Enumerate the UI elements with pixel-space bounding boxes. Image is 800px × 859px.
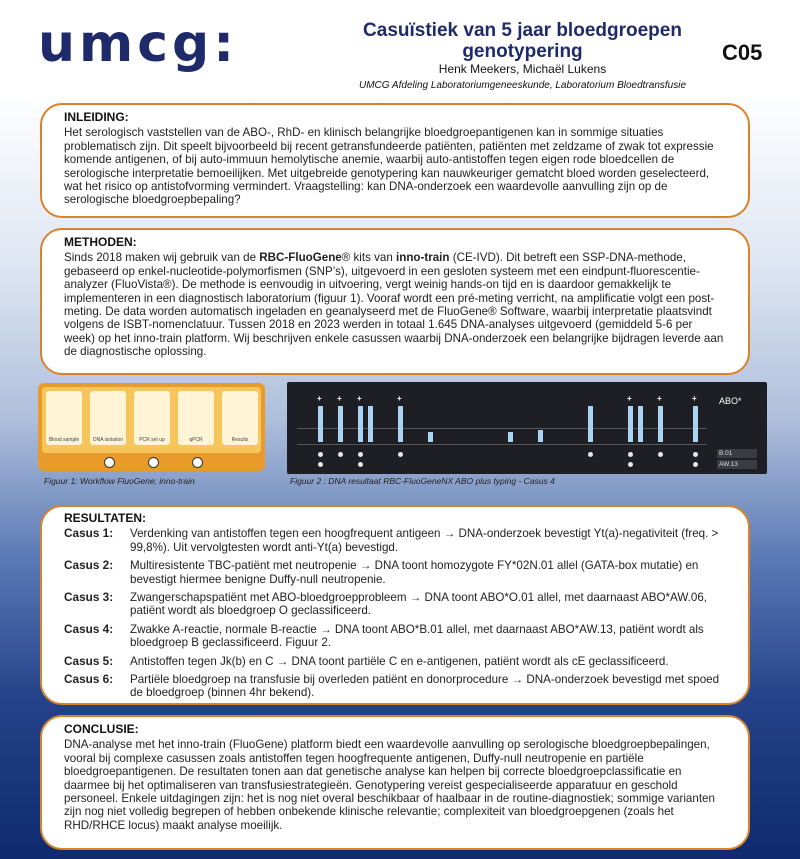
case-item xyxy=(64,559,726,586)
call-dot xyxy=(318,452,323,457)
clock-icon xyxy=(148,457,159,468)
signal-bar xyxy=(658,406,663,442)
call-dot xyxy=(628,462,633,467)
call-dot xyxy=(318,462,323,467)
methods-heading: METHODEN: xyxy=(64,235,137,249)
call-dot xyxy=(358,462,363,467)
plus-icon: + xyxy=(337,394,342,403)
workflow-step xyxy=(178,391,214,445)
plus-icon: + xyxy=(317,394,322,403)
signal-bar xyxy=(588,406,593,442)
signal-bar xyxy=(538,430,543,442)
methods-text-part: (CE-IVD). Dit betreft een SSP-DNA-methode, gebaseerd op enkel-nucleotide-polymorfismen (SNP’s), uitgevoerd in een gesloten systeem met een eindpunt-fluorescentie-analyzer (FluoVista®). De methode is eenvoudig in uitvoering, vergt weinig hands-on tijd en is daardoor gemakkelijk te implementeren in een diagnostisch laboratorium (figuur 1). Vooraf wordt een pré-meting verricht, na amplificatie volgt een post-meting. De data worden automatisch ingeladen en geanalyseerd met de FluoGene® Software, waarbij interpretatie plaatsvindt volgens de ISBT-nomenclatuur. Tussen 2018 en 2023 werden in totaal 1.645 DNA-analyses uitgevoerd (gemiddeld 5-6 per week) op het inno-train platform. Wij beschrijven enkele casussen waarbij DNA-onderzoek een belangrijke bijdragen leverde aan de diagnostische oplossing. xyxy=(64,251,724,359)
workflow-step-label: DNA isolation xyxy=(92,437,123,443)
methods-text-part: ® kits van xyxy=(341,251,397,265)
figure2-caption: Figuur 2 : DNA resultaat RBC-FluoGeneNX ABO plus typing - Casus 4 xyxy=(290,476,555,486)
case-item xyxy=(64,623,726,650)
results-section xyxy=(40,505,750,705)
kit-name: RBC-FluoGene xyxy=(259,251,342,265)
clock-icon xyxy=(192,457,203,468)
case-text: Zwakke A-reactie, normale B-reactie → DNA toont ABO*B.01 allel, met daarnaast ABO*AW.13, patiënt wordt als bloedgroep B geclassificeerd. Figuur 2. xyxy=(130,622,704,650)
workflow-step-label: Results xyxy=(231,437,249,443)
workflow-step-label: qPCR xyxy=(189,437,203,443)
brand-name: inno-train xyxy=(396,251,450,265)
umcg-logo: umcg: xyxy=(38,14,239,74)
plus-icon: + xyxy=(357,394,362,403)
intro-heading: INLEIDING: xyxy=(64,110,129,124)
case-label: Casus 3: xyxy=(64,590,114,605)
methods-section xyxy=(40,228,750,375)
conclusion-section xyxy=(40,715,750,850)
workflow-step-label: PCR set up xyxy=(139,437,165,443)
workflow-step xyxy=(222,391,258,445)
methods-text xyxy=(64,251,726,358)
results-heading: RESULTATEN: xyxy=(64,511,146,525)
call-dot xyxy=(358,452,363,457)
authors: Henk Meekers, Michaël Lukens xyxy=(438,62,607,76)
call-dot xyxy=(658,452,663,457)
poster-header xyxy=(0,0,800,95)
call-dot xyxy=(398,452,403,457)
case-label: Casus 1: xyxy=(64,526,114,541)
signal-bar xyxy=(338,406,343,442)
signal-bar xyxy=(368,406,373,442)
affiliation: UMCG Afdeling Laboratoriumgeneeskunde, Laboratorium Bloedtransfusie xyxy=(358,80,687,91)
signal-bar xyxy=(628,406,633,442)
workflow-step xyxy=(46,391,82,445)
call-dot xyxy=(693,462,698,467)
case-text: Partiële bloedgroep na transfusie bij overleden patiënt en donorprocedure → DNA-onderzoek bevestigd met spoed de bloedgroep (binnen 4hr bekend). xyxy=(130,673,720,700)
conclusion-text: DNA-analyse met het inno-train (FluoGene) platform biedt een waardevolle aanvulling op serologische bloedgroepbepalingen, vooral bij complexe casussen zoals antistoffen tegen hoogfrequente antigenen, Duffy-null neutropenie en partiële bloedgroepantigenen. De resultaten tonen aan dat genetische analyse kan helpen bij correcte bloedgroepclassificatie en daarmee bij het optimaliseren van transfusiestrategieën. Genotypering vereist gespecialiseerde apparatuur en geschold personeel. Enkele uitdagingen zijn: het is nog niet overal beschikbaar of haalbaar in de routine-diagnostiek; sommige varianten zijn nog niet volledig begrepen of hebben onbekende klinische relevantie; complexiteit van bloedgroepgenen (zoals het RHD/RHCE locus) maakt analyse moeilijk. xyxy=(64,738,715,832)
intro-section xyxy=(40,103,750,218)
poster-code: C05 xyxy=(722,40,763,65)
clock-icon xyxy=(104,457,115,468)
case-label: Casus 2: xyxy=(64,558,114,573)
signal-bar xyxy=(508,432,513,442)
call-dot xyxy=(338,452,343,457)
call-dot xyxy=(588,452,593,457)
case-item xyxy=(64,591,726,618)
workflow-step xyxy=(134,391,170,445)
case-text: Antistoffen tegen Jk(b) en C → DNA toont partiële C en e-antigenen, patiënt wordt als cE geclassificeerd. xyxy=(130,654,669,668)
plus-icon: + xyxy=(397,394,402,403)
signal-bar xyxy=(638,406,643,442)
case-text: Verdenking van antistoffen tegen een hoogfrequent antigeen → DNA-onderzoek bevestigt Yt(a)-negativiteit (freq. > 99,8%). Uit vervolgtesten wordt anti-Yt(a) bevestigd. xyxy=(130,527,719,554)
figures-row xyxy=(0,378,800,490)
plus-icon: + xyxy=(627,394,632,403)
case-text: Zwangerschapspatiënt met ABO-bloedgroepprobleem → DNA toont ABO*O.01 allel, met daarnaast ABO*AW.06, patiënt wordt als bloedgroep O geclassificeerd. xyxy=(130,591,707,618)
allele-label: B.01 xyxy=(717,449,757,458)
case-item xyxy=(64,673,726,700)
case-text: Multiresistente TBC-patiënt met neutropenie → DNA toont homozygote FY*02N.01 allel (GATA-box mutatie) en bevestigt hiermee benigne Duffy-null neutropenie. xyxy=(130,559,699,586)
figure1-caption: Figuur 1: Workflow FluoGene; inno-train xyxy=(44,476,195,486)
signal-bar xyxy=(318,406,323,442)
call-dot xyxy=(693,452,698,457)
case-label: Casus 4: xyxy=(64,621,114,636)
dna-result-figure xyxy=(287,382,767,474)
workflow-figure xyxy=(38,383,265,471)
workflow-step-label: Blood sample xyxy=(48,437,80,443)
methods-text-part: Sinds 2018 maken wij gebruik van de xyxy=(64,251,260,265)
baseline xyxy=(297,444,707,445)
plus-icon: + xyxy=(692,394,697,403)
case-label: Casus 5: xyxy=(64,653,114,668)
signal-bar xyxy=(398,406,403,442)
allele-label: AW.13 xyxy=(717,460,757,469)
intro-text: Het serologisch vaststellen van de ABO-, RhD- en klinisch belangrijke bloedgroepantigenen kan in sommige situaties problematisch zijn. Dit speelt bijvoorbeeld bij recent getransfundeerde patiënten, patiënten met zeldzame of zwak tot expressie komende antigenen, of bij auto-immuun hemolytische anemie, waarbij auto-antistoffen tegen eigen rode bloedcellen de serologische interpretatie bemoeilijken. Met uitgebreide genotypering kan nauwkeuriger gematcht bloed worden geselecteerd, wat het risico op antistofvorming vermindert. Vraagstelling: kan DNA-onderzoek een waardevolle aanvulling zijn op de serologische bloedgroepbepaling? xyxy=(64,126,714,207)
abo-label: ABO* xyxy=(719,396,742,406)
signal-bar xyxy=(358,406,363,442)
signal-bar xyxy=(428,432,433,442)
workflow-step xyxy=(90,391,126,445)
signal-bar xyxy=(693,406,698,442)
case-item xyxy=(64,655,726,668)
plus-icon: + xyxy=(657,394,662,403)
case-label: Casus 6: xyxy=(64,672,114,687)
case-item xyxy=(64,527,726,554)
call-dot xyxy=(628,452,633,457)
poster-title: Casuïstiek van 5 jaar bloedgroepen genotypering xyxy=(363,20,682,62)
conclusion-heading: CONCLUSIE: xyxy=(64,722,139,736)
